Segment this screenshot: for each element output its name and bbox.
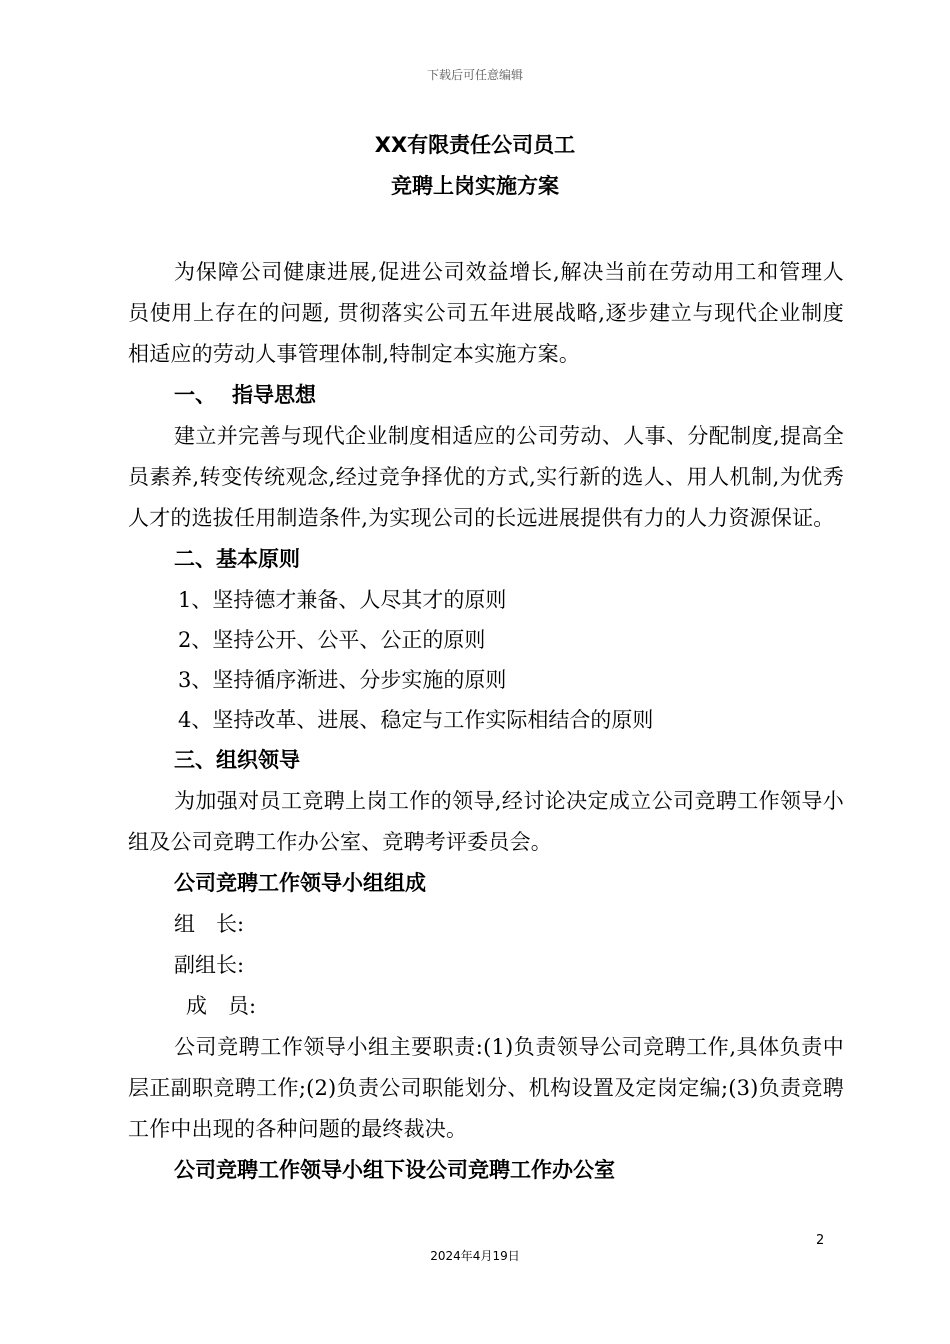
page-footer-date: 2024年4月19日 — [430, 1249, 520, 1263]
section3-heading: 三、组织领导 — [174, 748, 300, 772]
document-body — [128, 252, 844, 1191]
duties-paragraph: 公司竞聘工作领导小组主要职责:(1)负责领导公司竞聘工作,具体负责中层正副职竞聘工作;(2)负责公司职能划分、机构设置及定岗定编;(3)负责竞聘工作中出现的各种问题的最终裁决。 — [128, 1035, 844, 1141]
page-header: 下载后可任意编辑 — [426, 68, 523, 82]
principle-item: 3、坚持循序渐进、分步实施的原则 — [178, 668, 507, 692]
section1-heading — [128, 375, 844, 416]
section3-paragraph: 为加强对员工竞聘上岗工作的领导,经讨论决定成立公司竞聘工作领导小组及公司竞聘工作办公室、竞聘考评委员会。 — [128, 789, 844, 854]
principle-item: 1、坚持德才兼备、人尽其才的原则 — [178, 588, 507, 612]
role-deputy-leader: 副组长: — [174, 953, 245, 977]
principle-item: 4、坚持改革、进展、稳定与工作实际相结合的原则 — [178, 708, 654, 732]
document-title-line2: 竞聘上岗实施方案 — [391, 174, 559, 198]
group-composition-heading: 公司竞聘工作领导小组组成 — [174, 871, 426, 895]
office-heading: 公司竞聘工作领导小组下设公司竞聘工作办公室 — [174, 1158, 615, 1182]
intro-paragraph: 为保障公司健康进展,促进公司效益增长,解决当前在劳动用工和管理人员使用上存在的问题, 贯彻落实公司五年进展战略,逐步建立与现代企业制度相适应的劳动人事管理体制,特制定本实施方案。 — [128, 260, 844, 366]
principle-item: 2、坚持公开、公平、公正的原则 — [178, 628, 486, 652]
role-leader: 组 长: — [174, 912, 245, 936]
section1-number: 一、 — [174, 383, 216, 407]
section2-heading: 二、基本原则 — [174, 547, 300, 571]
role-members: 成 员: — [186, 994, 257, 1018]
page-number: 2 — [816, 1233, 825, 1248]
section1-paragraph: 建立并完善与现代企业制度相适应的公司劳动、人事、分配制度,提高全员素养,转变传统观念,经过竞争择优的方式,实行新的选人、用人机制,为优秀人才的选拔任用制造条件,为实现公司的长远进展提供有力的人力资源保证。 — [128, 424, 844, 530]
section1-title: 指导思想 — [232, 383, 316, 407]
document-title-line1: XX有限责任公司员工 — [374, 133, 576, 157]
